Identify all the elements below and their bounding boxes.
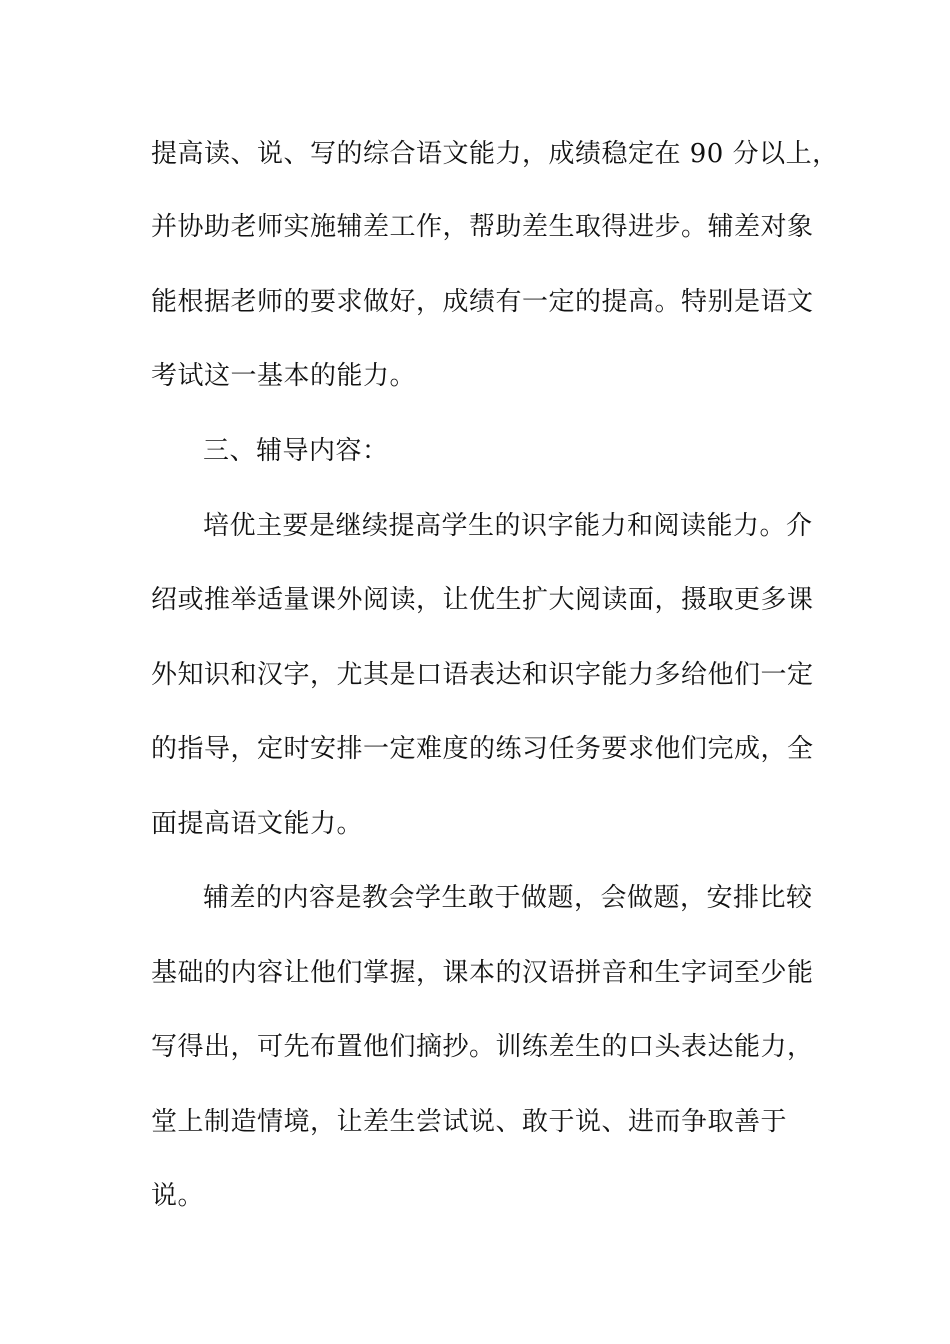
body-text-line: 说。: [151, 1181, 205, 1211]
body-text-line: 外知识和汉字，尤其是口语表达和识字能力多给他们一定: [151, 660, 814, 690]
body-text-line: 绍或推举适量课外阅读，让优生扩大阅读面，摄取更多课: [151, 585, 814, 615]
body-text-line: 写得出，可先布置他们摘抄。训练差生的口头表达能力，: [151, 1032, 814, 1062]
section-heading: 三、辅导内容：: [203, 436, 389, 466]
body-text-line: 堂上制造情境，让差生尝试说、敢于说、进而争取善于: [151, 1107, 788, 1137]
body-text-line: 考试这一基本的能力。: [151, 361, 417, 391]
body-text-line: 能根据老师的要求做好，成绩有一定的提高。特别是语文: [151, 287, 814, 317]
body-text-line: 的指导，定时安排一定难度的练习任务要求他们完成，全: [151, 734, 814, 764]
body-text-line: 培优主要是继续提高学生的识字能力和阅读能力。介: [203, 511, 813, 541]
body-text-line: 面提高语文能力。: [151, 809, 364, 839]
body-text-line: 基础的内容让他们掌握，课本的汉语拼音和生字词至少能: [151, 958, 814, 988]
body-text-line: 辅差的内容是教会学生敢于做题，会做题，安排比较: [203, 883, 813, 913]
body-text-line: 提高读、说、写的综合语文能力，成绩稳定在 90 分以上，: [151, 139, 839, 169]
body-text-line: 并协助老师实施辅差工作，帮助差生取得进步。辅差对象: [151, 212, 814, 242]
